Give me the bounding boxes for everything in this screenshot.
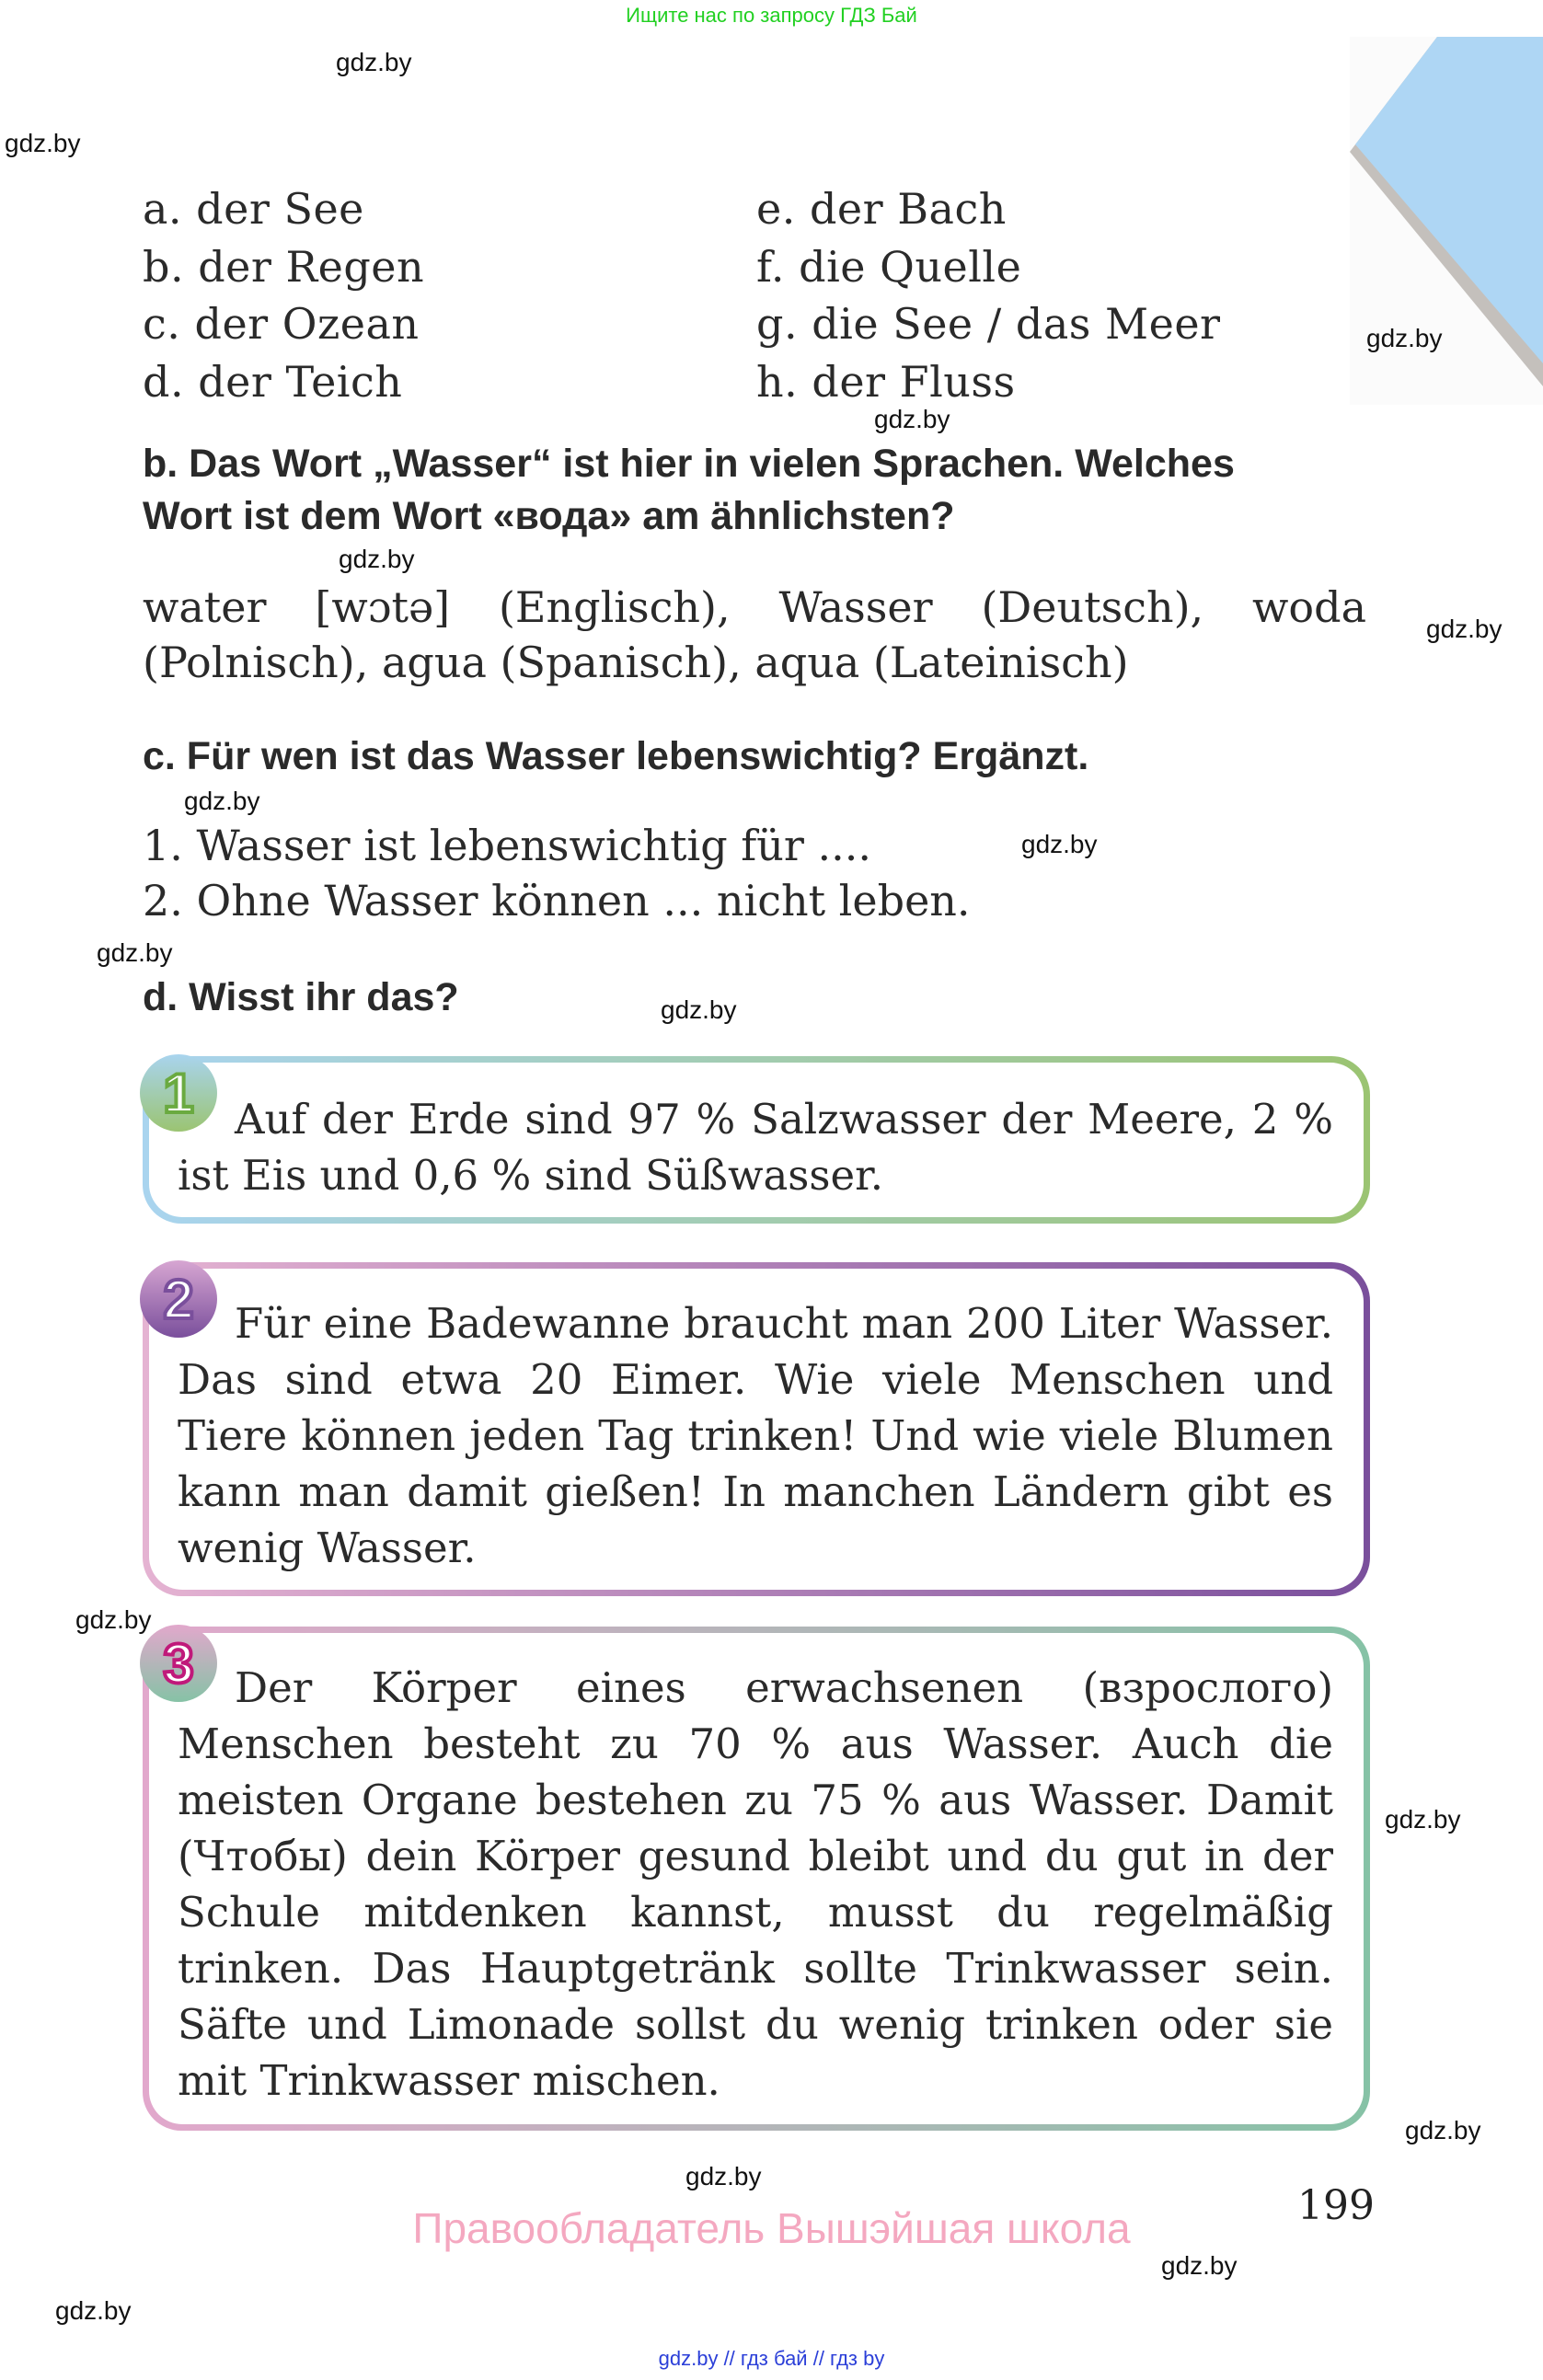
- watermark: gdz.by: [184, 787, 260, 815]
- word-item: h. der Fluss: [756, 357, 1016, 407]
- watermark: gdz.by: [874, 405, 950, 433]
- task-c-heading: c. Für wen ist das Wasser lebenswichtig? Ergänzt.: [143, 734, 1089, 778]
- watermark: gdz.by: [339, 545, 415, 573]
- word-item: g. die See / das Meer: [756, 299, 1221, 349]
- task-b-text: water [wɔtə] (Englisch), Wasser (Deutsch), woda (Polnisch), agua (Spanisch), aqua (Lateinisch): [143, 582, 1366, 687]
- word-item: a. der See: [143, 184, 364, 234]
- watermark: gdz.by: [685, 2162, 762, 2190]
- site-search-banner[interactable]: Ищите нас по запросу ГДЗ Бай: [626, 4, 917, 27]
- watermark: gdz.by: [1405, 2116, 1481, 2144]
- rights-holder: Правообладатель Вышэйшая школа: [412, 2204, 1131, 2252]
- task-c-item-1: 1. Wasser ist lebenswichtig für ....: [143, 821, 872, 870]
- task-b-heading-line1: b. Das Wort „Wasser“ ist hier in vielen Sprachen. Welches: [143, 442, 1235, 486]
- word-item: e. der Bach: [756, 184, 1007, 234]
- word-item: d. der Teich: [143, 357, 403, 407]
- word-item: c. der Ozean: [143, 299, 420, 349]
- watermark: gdz.by: [5, 129, 81, 157]
- footer-links[interactable]: gdz.by // гдз бай // гдз by: [658, 2347, 885, 2370]
- word-item: b. der Regen: [143, 242, 425, 292]
- watermark: gdz.by: [336, 48, 412, 76]
- fact-number-badge-1: 1: [140, 1054, 217, 1132]
- watermark: gdz.by: [661, 995, 737, 1024]
- word-item: f. die Quelle: [756, 242, 1022, 292]
- fact-box-3: [143, 1627, 1370, 2131]
- watermark: gdz.by: [1385, 1805, 1461, 1834]
- watermark: gdz.by: [1366, 324, 1443, 352]
- watermark: gdz.by: [1426, 615, 1503, 643]
- watermark: gdz.by: [1021, 830, 1098, 858]
- watermark: gdz.by: [75, 1605, 152, 1634]
- page-number: 199: [1297, 2182, 1375, 2229]
- task-c-item-2: 2. Ohne Wasser können ... nicht leben.: [143, 876, 971, 926]
- fact-number-badge-2: 2: [140, 1260, 217, 1338]
- watermark: gdz.by: [97, 938, 173, 967]
- watermark: gdz.by: [1161, 2251, 1238, 2280]
- fact-box-1-text: Auf der Erde sind 97 % Salzwasser der Meere, 2 % ist Eis und 0,6 % sind Süßwasser.: [178, 1095, 1333, 1200]
- fact-box-3-text: Der Körper eines erwachsenen (взрослого) Menschen besteht zu 70 % aus Wasser. Auch die meisten Organe bestehen zu 75 % aus Wasser. Damit (Чтобы) dein Körper gesund bleibt und du gut in der Schule mitdenken kannst, musst du regelmäßig trinken. Das Hauptgetränk sollte Trinkwasser sein. Säfte und Limonade sollst du wenig trinken oder sie mit Trinkwasser mischen.: [178, 1663, 1333, 2105]
- watermark: gdz.by: [55, 2296, 132, 2325]
- task-b-heading-line2: Wort ist dem Wort «вода» am ähnlichsten?: [143, 494, 955, 538]
- fact-box-2: [143, 1262, 1370, 1596]
- fact-box-1: [143, 1056, 1370, 1224]
- task-d-heading: d. Wisst ihr das?: [143, 975, 459, 1019]
- fact-number-badge-3: 3: [140, 1625, 217, 1702]
- fact-box-2-text: Für eine Badewanne braucht man 200 Liter Wasser. Das sind etwa 20 Eimer. Wie viele Menschen und Tiere können jeden Tag trinken! Und wie viele Blumen kann man damit gießen! In manchen Ländern gibt es wenig Wasser.: [178, 1299, 1333, 1572]
